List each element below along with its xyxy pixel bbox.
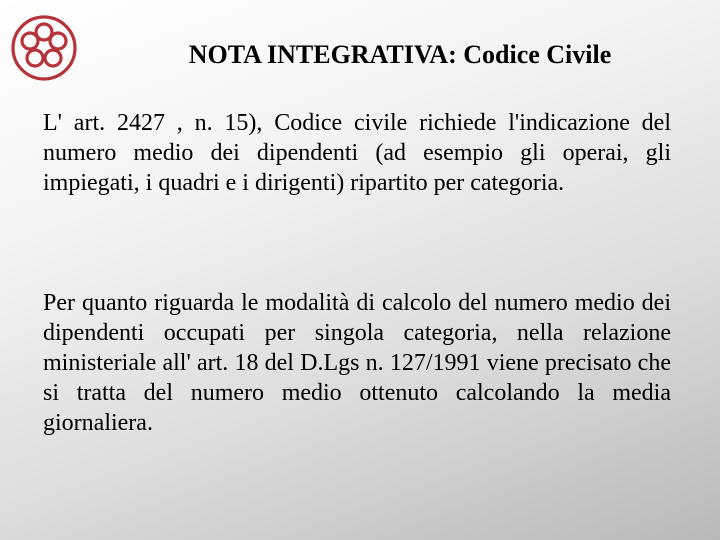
paragraph-article-2427: L' art. 2427 , n. 15), Codice civile richiede l'indicazione del numero medio dei dipendenti (ad esempio gli operai, gli impiegati, i quadri e i dirigenti) ripartito per categoria. xyxy=(43,110,671,196)
paragraph-calculation-method: Per quanto riguarda le modalità di calcolo del numero medio dei dipendenti occupati per singola categoria, nella relazione ministeriale all' art. 18 del D.Lgs n. 127/1991 viene precisato che si tratta del numero medio ottenuto calcolando la media giornaliera. xyxy=(43,290,671,436)
slide-title: NOTA INTEGRATIVA: Codice Civile xyxy=(188,40,612,69)
knot-emblem-icon xyxy=(8,12,80,84)
